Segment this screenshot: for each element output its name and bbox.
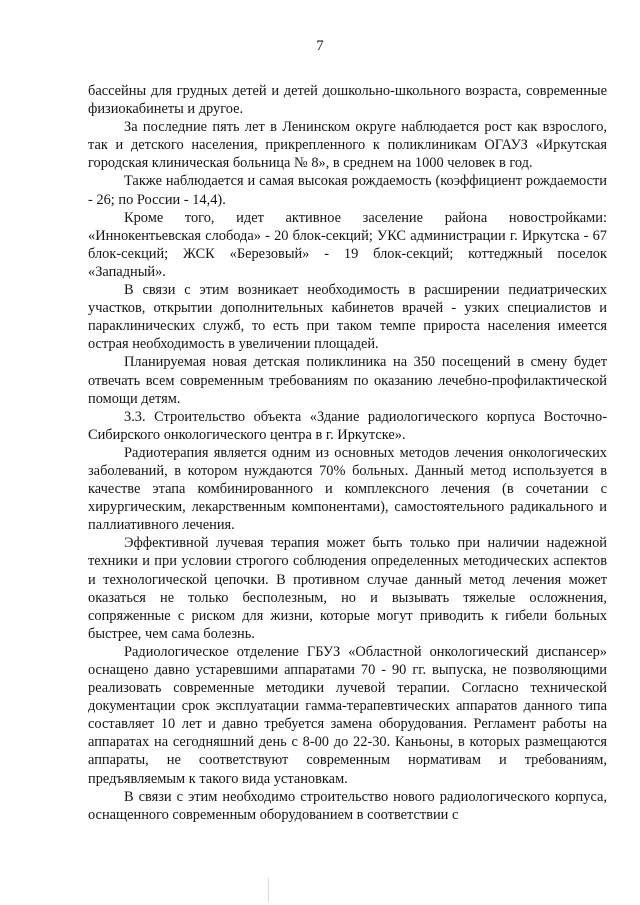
paragraph: Планируемая новая детская поликлиника на 350 посещений в смену будет отвечать всем современным требованиям по оказанию лечебно-профилактической помощи детям. bbox=[88, 354, 607, 407]
scan-artifact-line bbox=[268, 878, 269, 902]
section-heading: 3.3. Строительство объекта «Здание радиологического корпуса Восточно-Сибирского онкологического центра в г. Иркутске». bbox=[88, 408, 607, 443]
paragraph: Радиологическое отделение ГБУЗ «Областной онкологический диспансер» оснащено давно устаревшими аппаратами 70 - 90 гг. выпуска, не позволяющими реализовать современные методики лучевой терапии. Согласно технической документации срок эксплуатации гамма-терапевтических аппаратов данного типа составляет 10 лет и давно требуется замена оборудования. Регламент работы на аппаратах на сегодняшний день с 8-00 до 22-30. Каньоны, в которых размещаются аппараты, не соответствуют современным нормативам и требованиям, предъявляемым к такого вида установкам. bbox=[88, 643, 607, 787]
paragraph: Эффективной лучевая терапия может быть только при наличии надежной техники и при условии строгого соблюдения определенных методических аспектов и технологической цепочки. В противном случае данный метод лечения может оказаться не только бесполезным, но и вызывать тяжелые осложнения, сопряженные с риском для жизни, которые могут приводить к гибели больных быстрее, чем сама болезнь. bbox=[88, 535, 607, 642]
paragraph: бассейны для грудных детей и детей дошкольно-школьного возраста, современные физиокабинеты и другое. bbox=[88, 83, 607, 118]
paragraph: За последние пять лет в Ленинском округе наблюдается рост как взрослого, так и детского населения, прикрепленного к поликлиникам ОГАУЗ «Иркутская городская клиническая больница № 8», в среднем на 1000 человек в год. bbox=[88, 119, 607, 172]
document-body bbox=[88, 82, 607, 824]
paragraph: Кроме того, идет активное заселение района новостройками: «Иннокентьевская слобода» - 20 блок-секций; УКС администрации г. Иркутска - 67 блок-секций; ЖСК «Березовый» - 19 блок-секций; коттеджный поселок «Западный». bbox=[88, 209, 607, 280]
paragraph: Радиотерапия является одним из основных методов лечения онкологических заболеваний, в котором нуждаются 70% больных. Данный метод используется в качестве этапа комбинированного и комплексного лечения (в сочетании с хирургическим, лекарственным компонентами), самостоятельного радикального и паллиативного лечения. bbox=[88, 444, 607, 534]
page-number: 7 bbox=[316, 38, 324, 54]
paragraph: Также наблюдается и самая высокая рождаемость (коэффициент рождаемости - 26; по России - 14,4). bbox=[88, 173, 607, 208]
paragraph: В связи с этим возникает необходимость в расширении педиатрических участков, открытии дополнительных кабинетов врачей - узких специалистов и параклинических служб, то есть при таком темпе прироста населения имеется острая необходимость в увеличении площадей. bbox=[88, 282, 607, 353]
paragraph: В связи с этим необходимо строительство нового радиологического корпуса, оснащенного современным оборудованием в соответствии с bbox=[88, 788, 607, 823]
